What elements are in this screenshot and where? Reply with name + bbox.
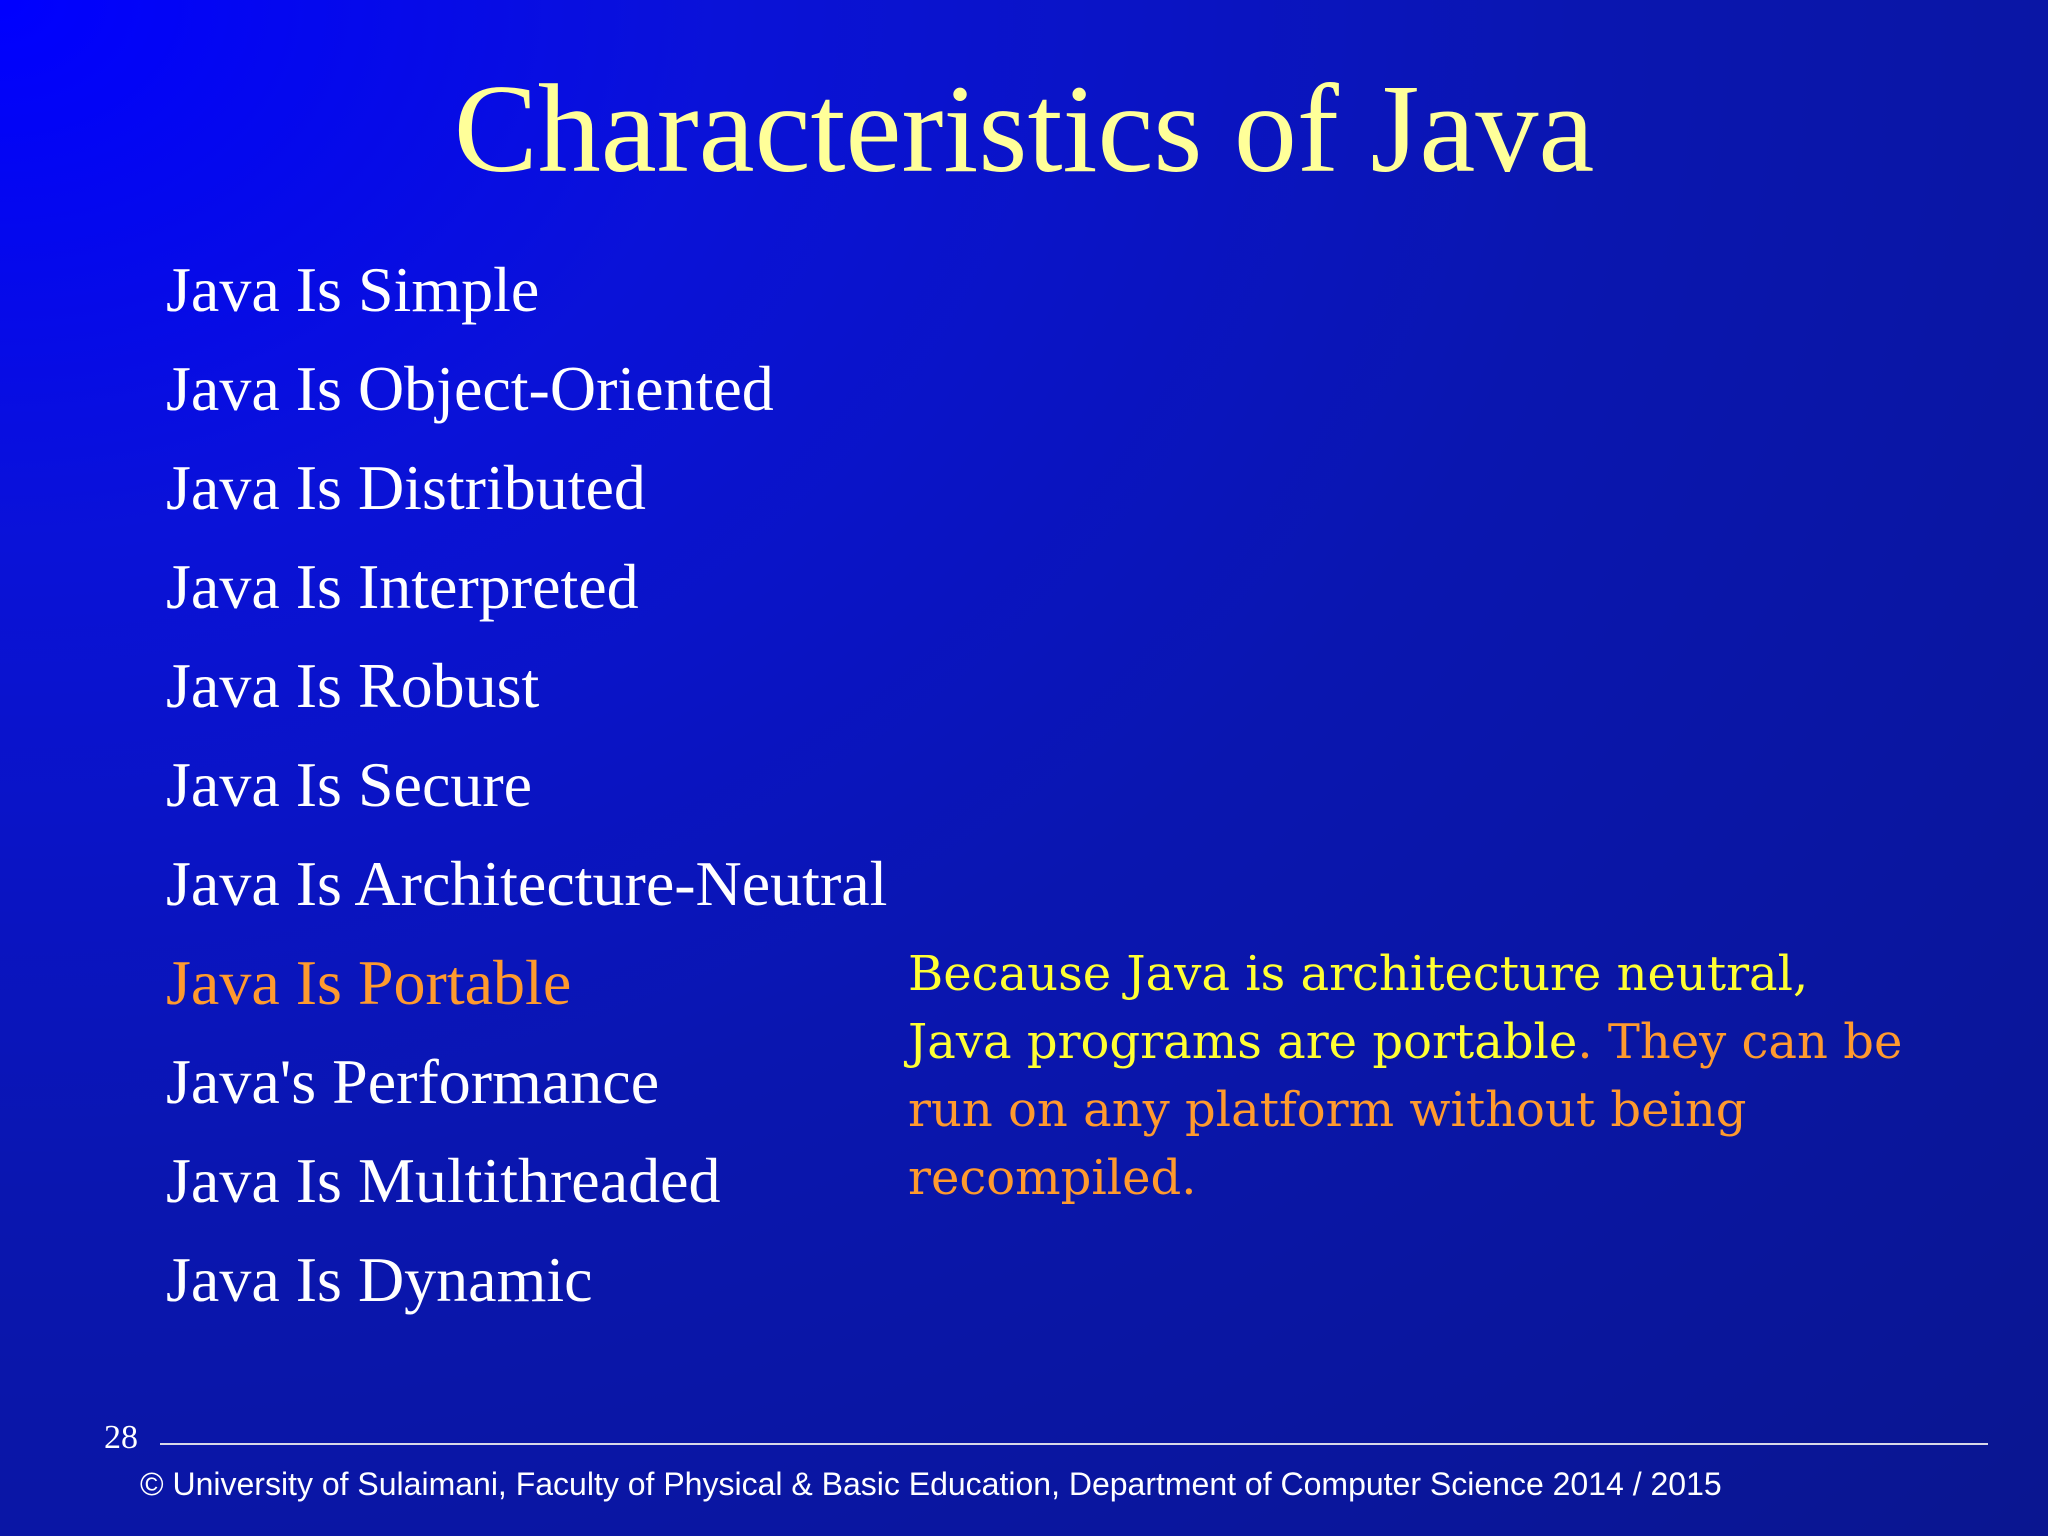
list-item: Java Is Robust [166,650,540,721]
list-item-highlighted: Java Is Portable [166,947,572,1018]
note-text-secondary: . They can be run on any platform without being recompiled. [908,1014,1903,1206]
characteristics-list [166,240,887,1329]
list-item: Java Is Multithreaded [166,1145,721,1216]
list-item: Java Is Interpreted [166,551,639,622]
list-item: Java's Performance [166,1046,660,1117]
footer-copyright: © University of Sulaimani, Faculty of Physical & Basic Education, Department of Computer Science 2014 / 2015 [140,1466,1722,1502]
list-item: Java Is Architecture-Neutral [166,848,888,919]
footer-divider [160,1443,1988,1445]
list-item: Java Is Simple [166,254,540,325]
page-number: 28 [104,1419,138,1456]
slide-title: Characteristics of Java [453,60,1595,199]
portability-note [908,940,1908,1212]
list-item: Java Is Object-Oriented [166,353,774,424]
list-item: Java Is Secure [166,749,533,820]
note-text-primary: Because Java is architecture neutral, Java programs are portable [908,946,1809,1070]
list-item: Java Is Dynamic [166,1244,593,1315]
list-item: Java Is Distributed [166,452,646,523]
